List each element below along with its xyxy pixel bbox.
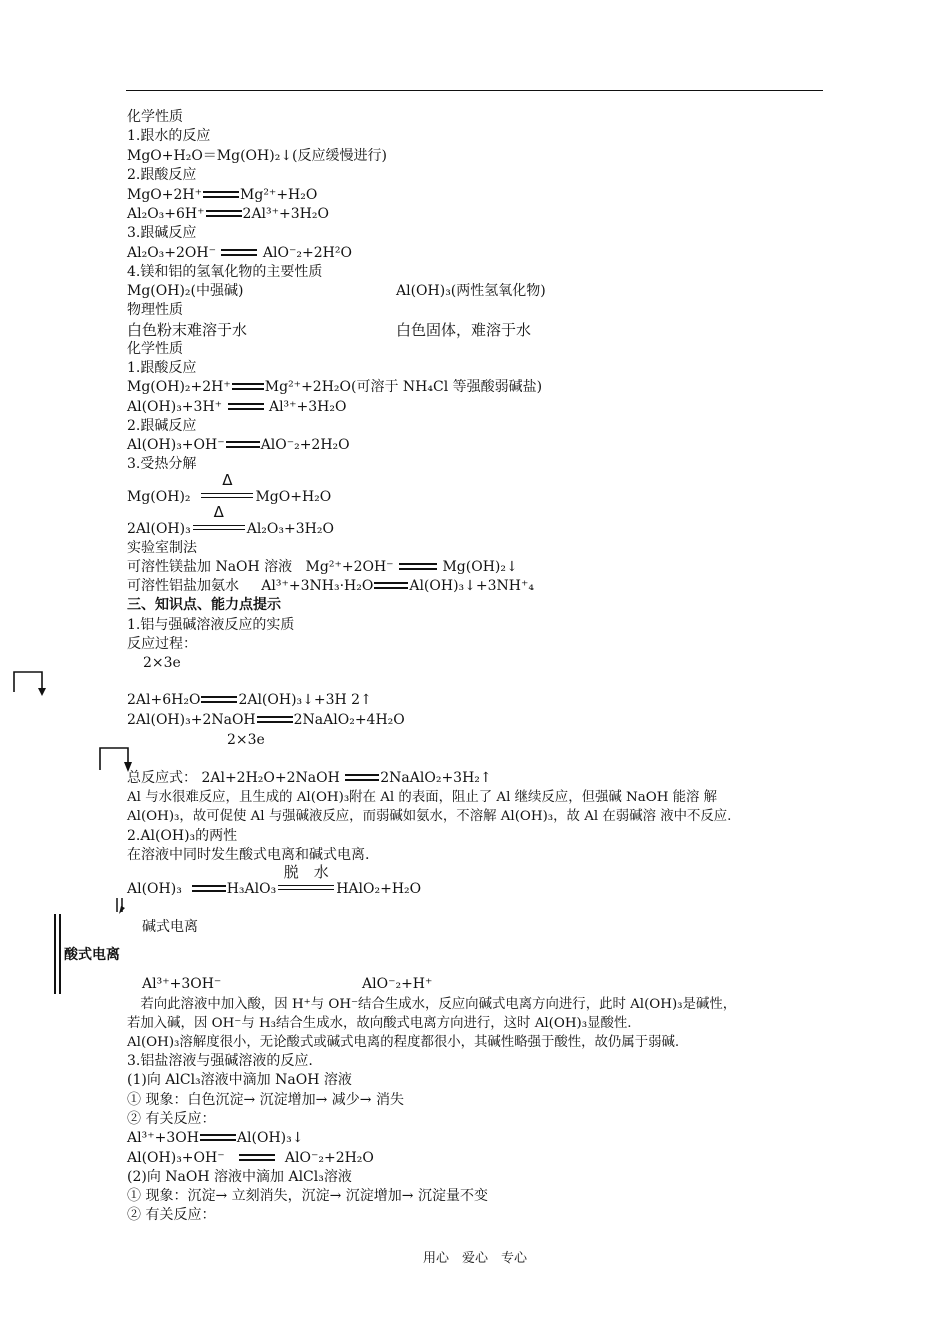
equals-sign (232, 383, 264, 391)
paragraph-line: Al 与水很难反应，且生成的 Al(OH)₃附在 Al 的表面，阻止了 Al 继续反应，但强碱 NaOH 能溶 解 (127, 790, 718, 805)
electron-transfer-label: 2×3e (227, 732, 265, 748)
heat-equals (193, 503, 245, 533)
subheading: 1.跟酸反应 (127, 360, 197, 376)
equation: 可溶性镁盐加 NaOH 溶液 Mg²⁺+2OH⁻ Mg(OH)₂↓ (127, 559, 518, 575)
equation: Al³⁺+3OH Al(OH)₃↓ (127, 1130, 304, 1146)
text-line: 碱式电离 (142, 919, 198, 935)
heat-equals (201, 471, 253, 501)
equals-sign (345, 774, 379, 782)
dehydration-label: 脱 水 (283, 863, 329, 881)
equals-sign (257, 716, 293, 724)
text-line: (1)向 AlCl₃溶液中滴加 NaOH 溶液 (127, 1072, 352, 1088)
text-line: 在溶液中同时发生酸式电离和碱式电离. (127, 847, 370, 863)
subheading: 3.铝盐溶液与强碱溶液的反应. (127, 1053, 313, 1069)
equation: MgO+H₂O＝Mg(OH)₂↓(反应缓慢进行) (127, 148, 387, 164)
acid-ionization-label: 酸式电离 (64, 947, 120, 963)
subheading: 1.铝与强碱溶液反应的实质 (127, 617, 295, 633)
text-line: 反应过程： (127, 636, 197, 652)
equation: 2Al(OH)₃ Δ Al₂O₃+3H₂O (127, 503, 334, 537)
equation: Al₂O₃+2OH⁻ AlO⁻₂+2H²O (127, 245, 352, 261)
text-line: Mg(OH)₂(中强碱) (127, 283, 244, 299)
text-line: ① 现象：白色沉淀→ 沉淀增加→ 减少→ 消失 (127, 1092, 404, 1108)
equation: Al(OH)₃+OH⁻ AlO⁻₂+2H₂O (127, 1150, 374, 1166)
subheading: 2.跟酸反应 (127, 167, 197, 183)
equation: Al(OH)₃+OH⁻ AlO⁻₂+2H₂O (127, 437, 350, 453)
equals-sign (221, 249, 257, 257)
text-line: (2)向 NaOH 溶液中滴加 AlCl₃溶液 (127, 1169, 352, 1185)
section-heading: 化学性质 (127, 109, 183, 125)
text-line: Al(OH)₃(两性氢氧化物) (396, 283, 546, 299)
subheading: 1.跟水的反应 (127, 128, 211, 144)
subheading: 3.受热分解 (127, 456, 197, 472)
section-heading: 三、知识点、能力点提示 (127, 597, 281, 613)
equation: Al(OH)₃+3H⁺ Al³⁺+3H₂O (127, 399, 347, 415)
equals-sign (203, 191, 239, 199)
electron-transfer-arrow-icon (12, 670, 52, 698)
subheading: 实验室制法 (127, 540, 197, 556)
text-line: 白色粉末难溶于水 (127, 321, 248, 339)
subheading: 2.跟碱反应 (127, 418, 197, 434)
text-line: ② 有关反应： (127, 1111, 216, 1127)
equals-sign (226, 441, 260, 449)
equation: Al₂O₃+6H⁺ 2Al³⁺+3H₂O (127, 206, 329, 222)
subheading: 化学性质 (127, 341, 183, 357)
electron-transfer-label: 2×3e (143, 655, 181, 671)
delta-symbol: Δ (222, 471, 233, 489)
equals-sign (201, 696, 237, 704)
equation: AlO⁻₂+H⁺ (362, 976, 433, 992)
subheading: 2.Al(OH)₃的两性 (127, 828, 238, 844)
subheading: 3.跟碱反应 (127, 225, 197, 241)
equation: 总反应式： 2Al+2H₂O+2NaOH 2NaAlO₂+3H₂↑ (127, 770, 492, 786)
paragraph-line: 若向此溶液中加入酸，因 H⁺与 OH⁻结合生成水，反应向碱式电离方向进行，此时 Al(OH)₃是碱性， (127, 997, 737, 1012)
text-line: ① 现象：沉淀→ 立刻消失，沉淀→ 沉淀增加→ 沉淀量不变 (127, 1188, 488, 1204)
equals-sign (399, 563, 437, 571)
paragraph-line: Al(OH)₃，故可促使 Al 与强碱液反应，而弱碱如氨水，不溶解 Al(OH)₃，故 Al 在弱碱溶 液中不反应. (127, 809, 732, 824)
header-rule (126, 90, 823, 91)
paragraph-line: 若加入碱，因 OH⁻与 H₃结合生成水，故向酸式电离方向进行，这时 Al(OH)₃显酸性. (127, 1016, 632, 1031)
equation: 可溶性铝盐加氨水 Al³⁺+3NH₃·H₂O Al(OH)₃↓+3NH⁺₄ (127, 578, 534, 594)
text-line: 白色固体，难溶于水 (396, 321, 532, 339)
delta-symbol: Δ (213, 503, 224, 521)
paragraph-line: Al(OH)₃溶解度很小，无论酸式或碱式电离的程度都很小，其碱性略强于酸性，故仍属于弱碱. (127, 1035, 680, 1050)
equals-sign (374, 582, 408, 590)
equation: Al³⁺+3OH⁻ (142, 976, 222, 992)
equation: Mg(OH)₂+2H⁺ Mg²⁺+2H₂O(可溶于 NH₄Cl 等强酸弱碱盐) (127, 379, 543, 395)
equals-sign (239, 1154, 275, 1162)
subheading: 物理性质 (127, 302, 183, 318)
equals-sign (228, 403, 264, 411)
equation: MgO+2H⁺ Mg²⁺+H₂O (127, 187, 318, 203)
text-line: ② 有关反应： (127, 1207, 216, 1223)
equation: Al(OH)₃ H₃AlO₃ 脱 水 HAlO₂+H₂O (127, 863, 422, 897)
equals-sign (192, 885, 226, 893)
subheading: 4.镁和铝的氢氧化物的主要性质 (127, 264, 323, 280)
page-footer: 用心 爱心 专心 (422, 1251, 527, 1266)
dehydration-equals (278, 863, 334, 893)
equation: Mg(OH)₂ Δ MgO+H₂O (127, 471, 332, 505)
small-arrow-icon (112, 896, 128, 916)
equals-sign (200, 1134, 236, 1142)
equals-sign (206, 210, 242, 218)
equation: 2Al+6H₂O 2Al(OH)₃↓+3H 2↑ (127, 692, 372, 708)
equation: 2Al(OH)₃+2NaOH 2NaAlO₂+4H₂O (127, 712, 405, 728)
